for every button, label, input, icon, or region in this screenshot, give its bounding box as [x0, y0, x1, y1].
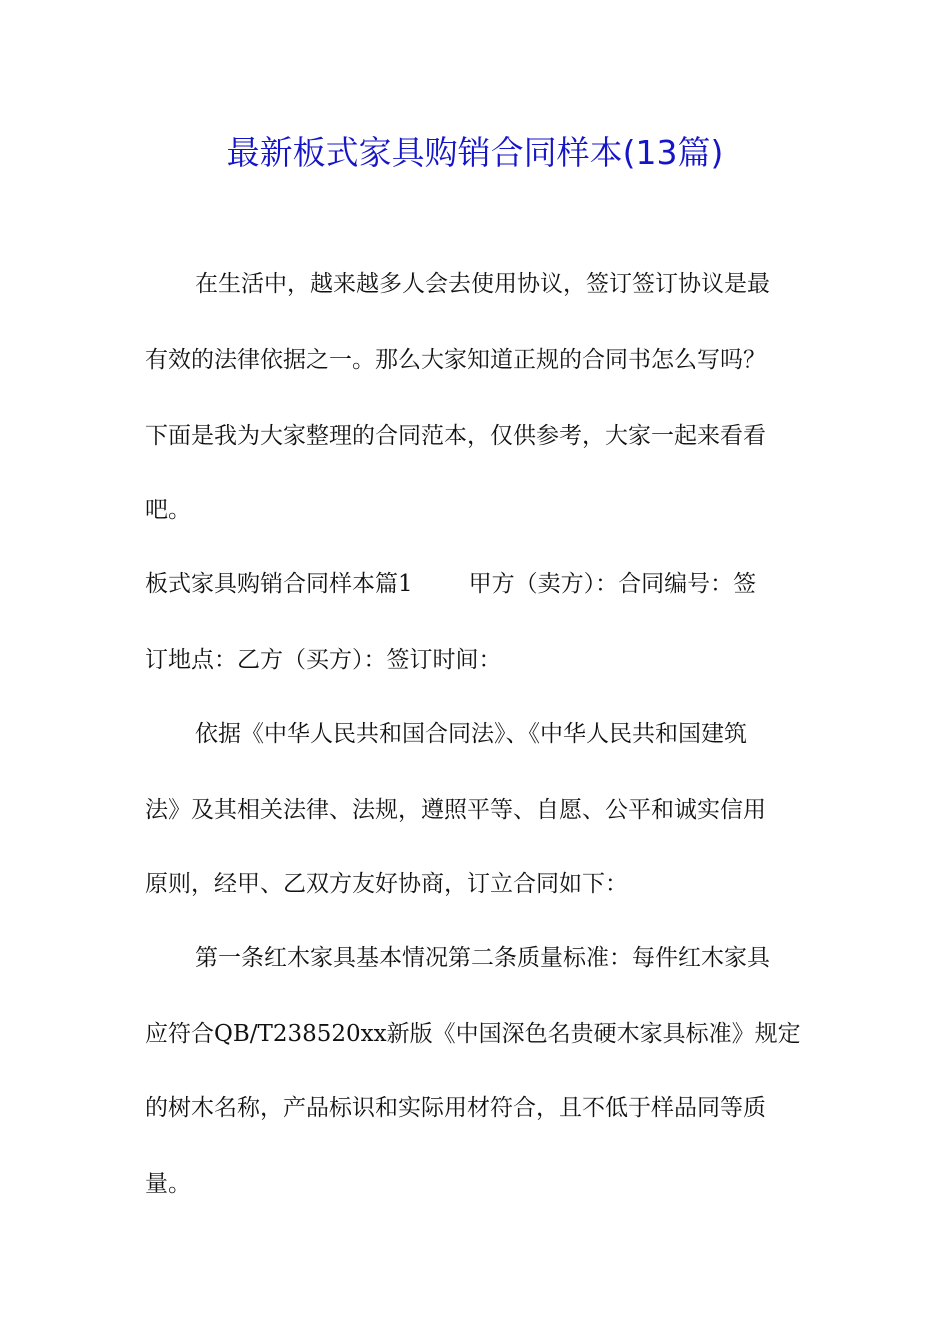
paragraph-line: 第一条红木家具基本情况第二条质量标准：每件红木家具	[195, 945, 770, 971]
paragraph-line: 原则，经甲、乙双方友好协商，订立合同如下：	[145, 871, 628, 897]
section-heading: 板式家具购销合同样本篇1	[145, 571, 413, 597]
paragraph-line: 订地点：乙方（买方）：签订时间：	[145, 647, 502, 673]
paragraph-line: 量。	[145, 1171, 191, 1197]
paragraph-line: 法》及其相关法律、法规，遵照平等、自愿、公平和诚实信用	[145, 797, 766, 823]
paragraph-line: 的树木名称，产品标识和实际用材符合，且不低于样品同等质	[145, 1095, 766, 1121]
paragraph-line: 在生活中，越来越多人会去使用协议，签订签订协议是最	[195, 271, 770, 297]
paragraph-line: 下面是我为大家整理的合同范本，仅供参考，大家一起来看看	[145, 423, 766, 449]
paragraph-line: 吧。	[145, 497, 191, 523]
paragraph-line: 应符合QB/T238520xx新版《中国深色名贵硬木家具标准》规定	[145, 1021, 801, 1047]
paragraph-text: 甲方（卖方）：合同编号：签	[468, 571, 757, 597]
paragraph-line: 依据《中华人民共和国合同法》、《中华人民共和国建筑	[195, 721, 747, 747]
section-heading-line	[145, 568, 756, 600]
document-title: 最新板式家具购销合同样本(13篇)	[226, 133, 724, 172]
paragraph-line: 有效的法律依据之一。那么大家知道正规的合同书怎么写吗？	[145, 347, 766, 373]
